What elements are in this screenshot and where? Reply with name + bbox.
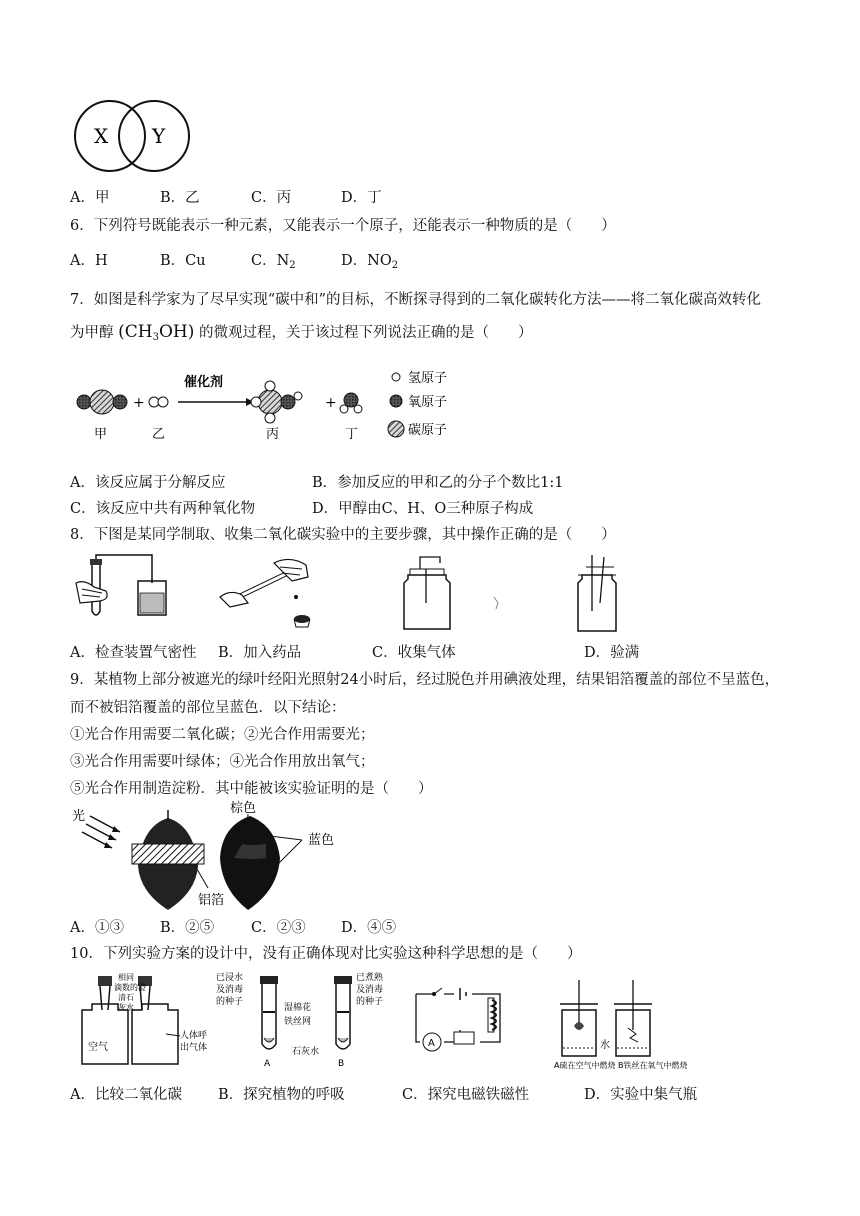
q6-option-b: B．Cu — [160, 253, 206, 269]
q10-apparatus-c — [416, 988, 500, 1051]
q10-option-c: C．探究电磁铁磁性 — [402, 1087, 530, 1103]
q10-a-air: 空气 — [88, 1042, 108, 1053]
q10-apparatus-d — [554, 980, 688, 1070]
q10-c-ammeter: A — [428, 1038, 435, 1049]
q10-apparatus-a — [82, 972, 207, 1064]
q10-option-a: A．比较二氧化碳 — [70, 1087, 182, 1103]
q7-legend-h: 氢原子 — [408, 371, 448, 386]
q7-formula-ch: CH — [124, 322, 153, 342]
q10-b-mid-1: 铁丝网 — [284, 1017, 312, 1027]
q9-option-d: D．④⑤ — [341, 920, 397, 936]
q6-option-c — [251, 251, 296, 276]
q10-a-breath-1: 出气体 — [180, 1043, 208, 1053]
q6-stem: 6．下列符号既能表示一种元素，又能表示一个原子，还能表示一种物质的是（ ） — [70, 218, 616, 234]
q10-d-water: 水 — [600, 1040, 610, 1051]
q10-b-left-1: 及消毒 — [216, 985, 244, 995]
q6-option-d-sub: 2 — [391, 260, 399, 271]
q6-option-c-sub: 2 — [289, 260, 296, 271]
q9-blue-label: 蓝色 — [308, 833, 335, 848]
q8-apparatus-b — [220, 559, 310, 627]
q9-light-label: 光 — [72, 809, 86, 824]
q10-b-right-2: 的种子 — [356, 997, 384, 1007]
q7-formula: $(CH_3OH)$ — [118, 322, 195, 343]
q7-legend-o: 氧原子 — [408, 395, 448, 410]
q8-option-b: B．加入药品 — [218, 645, 302, 661]
q9-foil-label: 铝箔 — [198, 893, 225, 908]
q7-label-yi: 乙 — [152, 427, 166, 442]
q5-option-b: B．乙 — [160, 190, 200, 206]
q10-b-lime: 石灰水 — [292, 1047, 320, 1057]
q7-option-b: B．参加反应的甲和乙的分子个数比1:1 — [312, 475, 564, 491]
q6-option-d — [341, 251, 398, 276]
q7-label-bing: 丙 — [266, 427, 280, 442]
q10-a-breath-0: 人体呼 — [180, 1031, 208, 1041]
q10-b-right-0: 已煮熟 — [356, 973, 384, 983]
venn-diagram — [70, 98, 194, 176]
q7-stem-line2 — [70, 322, 532, 348]
q7-option-c: C．该反应中共有两种氧化物 — [70, 501, 256, 517]
q7-option-a: A．该反应属于分解反应 — [70, 475, 226, 491]
q10-d-caption: A硫在空气中燃烧 B铁丝在氧气中燃烧 — [554, 1061, 688, 1070]
q7-label-ding: 丁 — [345, 427, 359, 442]
q10-b-left-0: 已浸水 — [216, 973, 244, 983]
q7-label-jia: 甲 — [94, 427, 108, 442]
q10-stem: 10．下列实验方案的设计中，没有正确体现对比实验这种科学思想的是（ ） — [70, 946, 582, 962]
q9-option-b: B．②⑤ — [160, 920, 215, 936]
q9-stem-line1: 9．某植物上部分被遮光的绿叶经阳光照射24小时后，经过脱色并用碘液处理，结果铝箔覆盖的部位不呈蓝色， — [70, 672, 780, 688]
q10-a-top-0: 相同 — [118, 973, 134, 982]
q9-stem-line4: ③光合作用需要叶绿体；④光合作用放出氧气； — [70, 754, 375, 770]
q8-apparatus-d — [578, 555, 616, 631]
svg-text:+: + — [325, 395, 337, 411]
q7-stem-line1: 7．如图是科学家为了尽早实现“碳中和”的目标，不断探寻得到的二氧化碳转化方法——将二氧化碳高效转化 — [70, 292, 762, 308]
venn-circle-x — [75, 101, 145, 171]
venn-label-y: Y — [152, 124, 166, 148]
q9-stem-line5: ⑤光合作用制造淀粉．其中能被该实验证明的是（ ） — [70, 781, 433, 797]
q7-formula-sub: 3 — [152, 332, 159, 343]
q8-apparatus-c — [404, 557, 450, 629]
venn-label-x: X — [94, 124, 109, 148]
q10-option-d: D．实验中集气瓶 — [584, 1087, 698, 1103]
q9-leaf-diagram — [70, 801, 360, 916]
q7-catalyst-label: 催化剂 — [184, 375, 224, 390]
q10-b-mid-0: 湿棉花 — [284, 1003, 312, 1013]
q7-reaction-diagram — [70, 372, 470, 454]
q5-option-a: A．甲 — [70, 190, 110, 206]
q9-option-c: C．②③ — [251, 920, 306, 936]
q5-option-d: D．丁 — [341, 190, 382, 206]
q10-a-top-1: 滴数的澄 — [114, 983, 146, 992]
q7-option-d: D．甲醇由C、H、O三种原子构成 — [312, 501, 534, 517]
q8-option-a: A．检查装置气密性 — [70, 645, 197, 661]
q8-apparatus-diagram — [70, 553, 630, 635]
q10-b-label-b: B — [338, 1059, 345, 1069]
q5-option-c: C．丙 — [251, 190, 292, 206]
q9-stem-line3: ①光合作用需要二氧化碳；②光合作用需要光； — [70, 727, 375, 743]
q10-a-top-3: 灰水 — [118, 1003, 134, 1012]
q7-legend-c: 碳原子 — [408, 423, 448, 438]
q6-option-a: A．H — [70, 253, 108, 269]
q8-option-d: D．验满 — [584, 645, 640, 661]
q10-b-left-2: 的种子 — [216, 997, 244, 1007]
svg-text:+: + — [133, 395, 145, 411]
q7-stem-prefix: 为甲醇 — [70, 325, 114, 341]
q10-apparatus-b — [216, 971, 384, 1069]
q10-a-top-2: 清石 — [118, 993, 134, 1002]
q7-formula-oh: OH — [158, 322, 188, 342]
q6-option-c-text: C．N — [251, 253, 290, 269]
q6-option-d-text: D．NO — [341, 253, 392, 269]
q8-option-c: C．收集气体 — [372, 645, 456, 661]
q9-option-a: A．①③ — [70, 920, 124, 936]
q10-option-b: B．探究植物的呼吸 — [218, 1087, 345, 1103]
q8-apparatus-a — [76, 555, 166, 615]
q9-stem-line2: 而不被铝箔覆盖的部位呈蓝色．以下结论： — [70, 700, 346, 716]
q10-b-right-1: 及消毒 — [356, 985, 384, 995]
q7-stem-suffix: 的微观过程，关于该过程下列说法正确的是（ ） — [198, 325, 533, 341]
q8-stem: 8．下图是某同学制取、收集二氧化碳实验中的主要步骤，其中操作正确的是（ ） — [70, 527, 616, 543]
q10-experiment-diagram — [70, 970, 720, 1070]
q10-b-label-a: A — [264, 1059, 271, 1069]
q9-brown-label: 棕色 — [230, 801, 257, 816]
